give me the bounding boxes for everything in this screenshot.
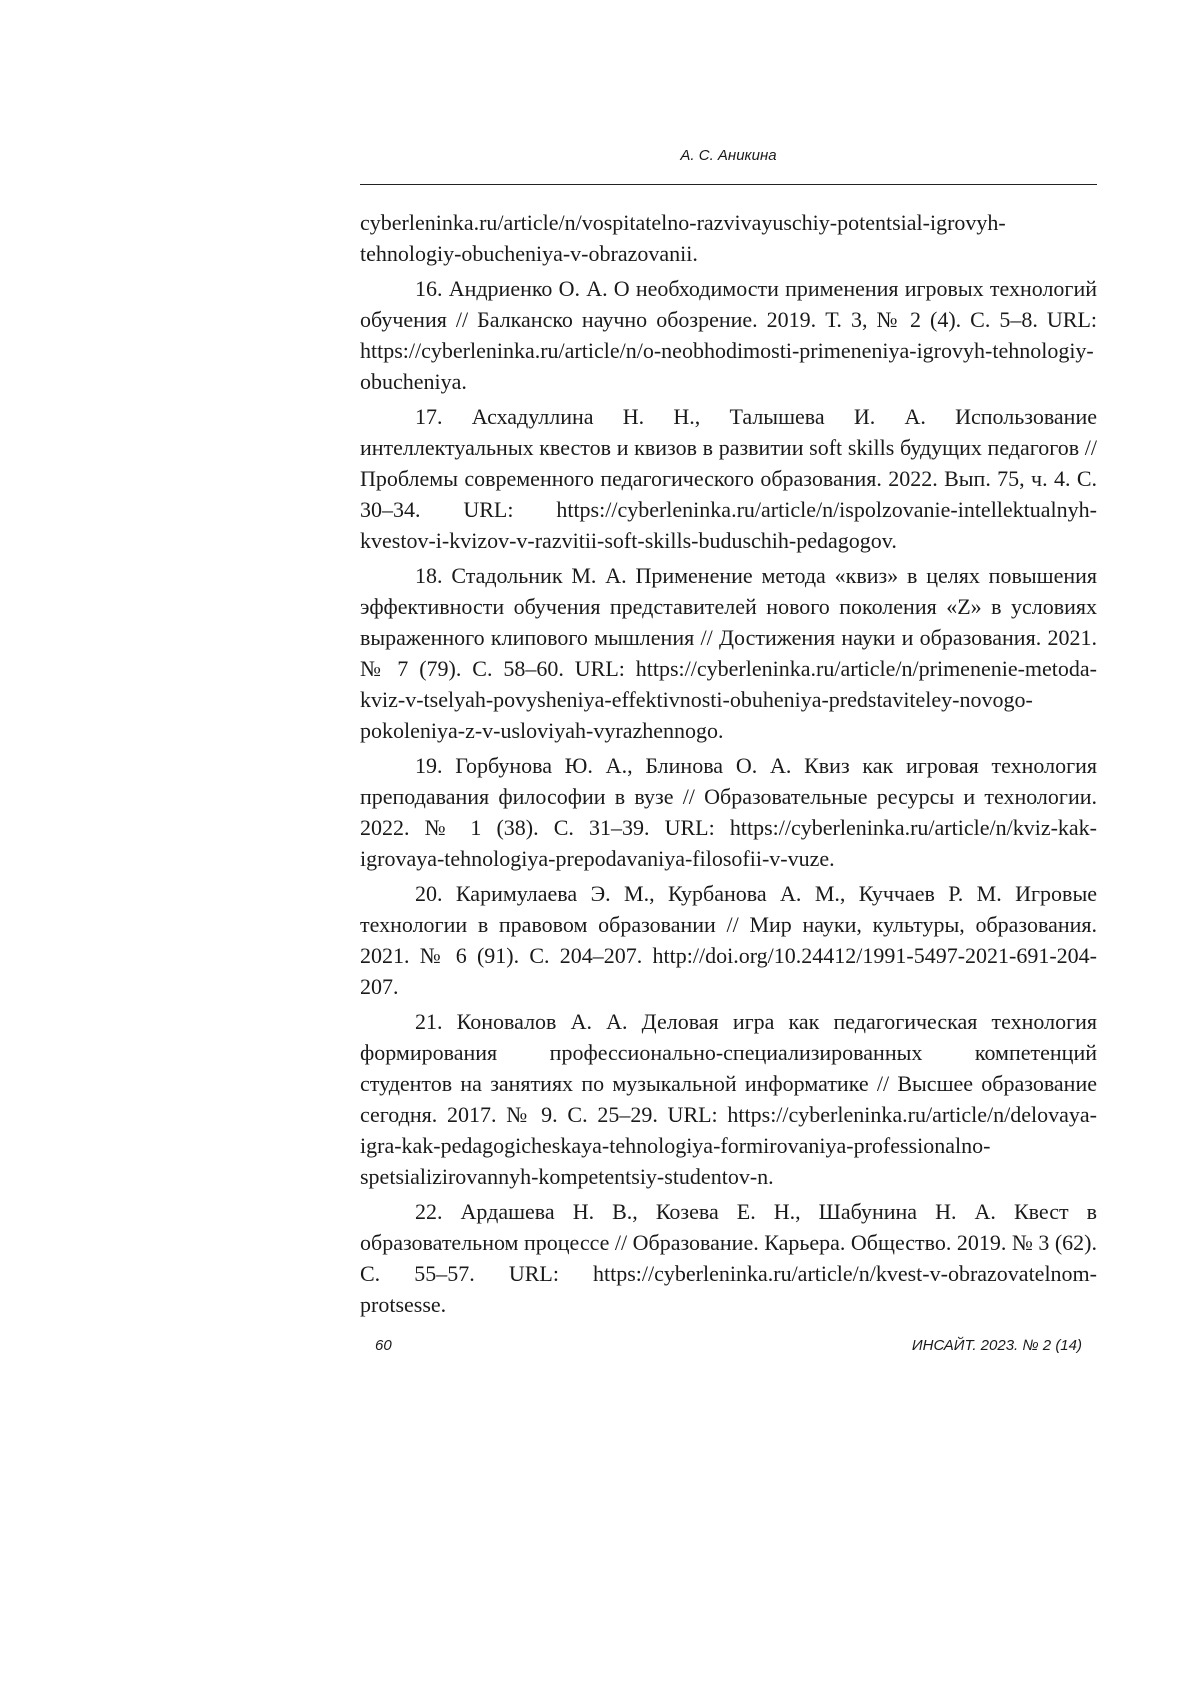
- reference-item-21: 21. Коновалов А. А. Деловая игра как педагогическая технология формирования профессионально-специализированных компетенций студентов на занятиях по музыкальной информатике // Высшее образование сегодня. 2017. № 9. С. 25–29. URL: https://cyberleninka.ru/article/n/delovaya-igra-kak-pedagogicheskaya-tehnologiya-formirovaniya-professionalno-spetsializirovannyh-kompetentsiy-studentov-n.: [360, 1006, 1097, 1192]
- header-divider: [360, 184, 1097, 185]
- reference-item-22: 22. Ардашева Н. В., Козева Е. Н., Шабунина Н. А. Квест в образовательном процессе // Образование. Карьера. Общество. 2019. № 3 (62). С. 55–57. URL: https://cyberleninka.ru/article/n/kvest-v-obrazovatelnom-protsesse.: [360, 1196, 1097, 1320]
- reference-list: [360, 207, 1097, 1324]
- reference-item-16: 16. Андриенко О. А. О необходимости применения игровых технологий обучения // Балканско научно обозрение. 2019. Т. 3, № 2 (4). С. 5–8. URL: https://cyberleninka.ru/article/n/o-neobhodimosti-primeneniya-igrovyh-tehnologiy-obucheniya.: [360, 273, 1097, 397]
- page-number: 60: [375, 1337, 392, 1354]
- journal-issue: ИНСАЙТ. 2023. № 2 (14): [912, 1337, 1082, 1354]
- reference-item-19: 19. Горбунова Ю. А., Блинова О. А. Квиз как игровая технология преподавания философии в вузе // Образовательные ресурсы и технологии. 2022. № 1 (38). С. 31–39. URL: https://cyberleninka.ru/article/n/kviz-kak-igrovaya-tehnologiya-prepodavaniya-filosofii-v-vuze.: [360, 750, 1097, 874]
- reference-item-15-continuation: cyberleninka.ru/article/n/vospitatelno-razvivayuschiy-potentsial-igrovyh-tehnologiy-obucheniya-v-obrazovanii.: [360, 207, 1097, 269]
- running-head-author: А. С. Аникина: [360, 147, 1097, 164]
- reference-item-17: 17. Асхадуллина Н. Н., Талышева И. А. Использование интеллектуальных квестов и квизов в развитии soft skills будущих педагогов // Проблемы современного педагогического образования. 2022. Вып. 75, ч. 4. С. 30–34. URL: https://cyberleninka.ru/article/n/ispolzovanie-intellektualnyh-kvestov-i-kvizov-v-razvitii-soft-skills-buduschih-pedagogov.: [360, 401, 1097, 556]
- reference-item-18: 18. Стадольник М. А. Применение метода «квиз» в целях повышения эффективности обучения представителей нового поколения «Z» в условиях выраженного клипового мышления // Достижения науки и образования. 2021. № 7 (79). С. 58–60. URL: https://cyberleninka.ru/article/n/primenenie-metoda-kviz-v-tselyah-povysheniya-effektivnosti-obuheniya-predstaviteley-novogo-pokoleniya-z-v-usloviyah-vyrazhennogo.: [360, 560, 1097, 746]
- reference-item-20: 20. Каримулаева Э. М., Курбанова А. М., Куччаев Р. М. Игровые технологии в правовом образовании // Мир науки, культуры, образования. 2021. № 6 (91). С. 204–207. http://doi.org/10.24412/1991-5497-2021-691-204-207.: [360, 878, 1097, 1002]
